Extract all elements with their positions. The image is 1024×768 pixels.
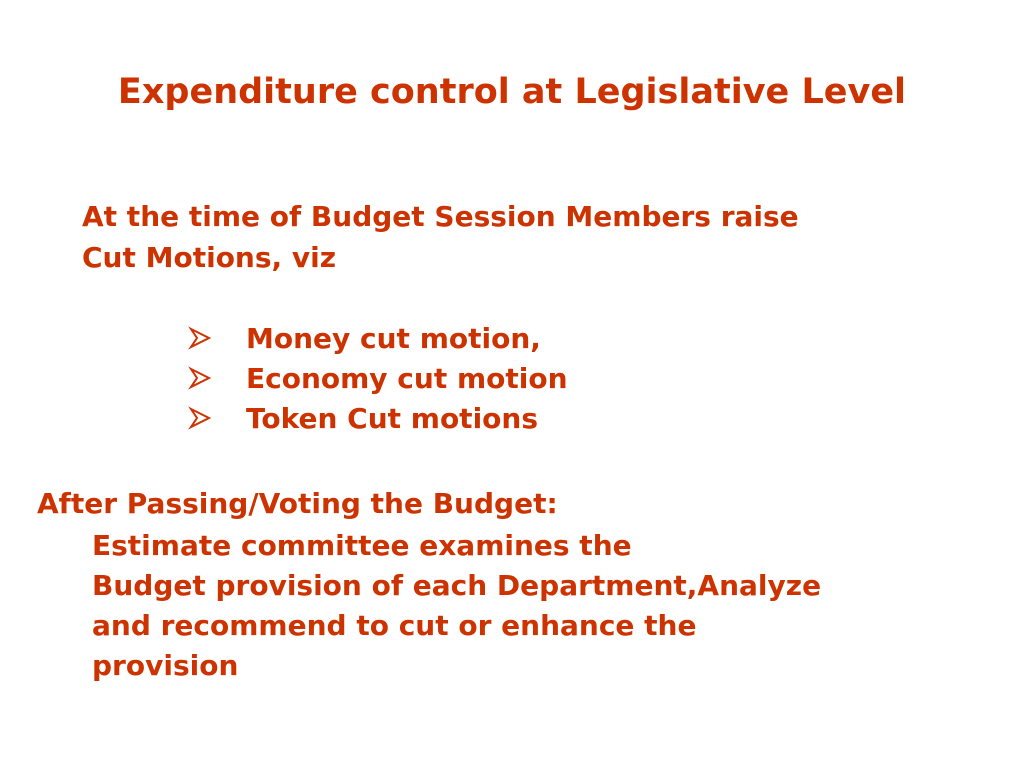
slide-title: Expenditure control at Legislative Level [117, 72, 907, 112]
bullet-label-economy: Economy cut motion [246, 362, 568, 395]
intro-paragraph [82, 196, 799, 278]
intro-line-2: Cut Motions, viz [82, 241, 337, 274]
after-line-1: Estimate committee examines the [92, 529, 632, 562]
cut-motion-list [188, 319, 568, 439]
arrow-bullet-icon [188, 366, 212, 390]
intro-line-1: At the time of Budget Session Members raise [82, 200, 799, 233]
bullet-label-token: Token Cut motions [246, 402, 539, 435]
list-item [188, 399, 568, 439]
list-item [188, 319, 568, 359]
arrow-bullet-icon [188, 326, 212, 350]
after-heading: After Passing/Voting the Budget: [37, 487, 558, 520]
after-line-2: Budget provision of each Department,Analyze [92, 569, 822, 602]
list-item [188, 359, 568, 399]
after-paragraph [92, 526, 821, 686]
bullet-label-money: Money cut motion, [246, 322, 541, 355]
arrow-bullet-icon [188, 406, 212, 430]
after-line-3: and recommend to cut or enhance the [92, 609, 697, 642]
after-line-4: provision [92, 649, 239, 682]
